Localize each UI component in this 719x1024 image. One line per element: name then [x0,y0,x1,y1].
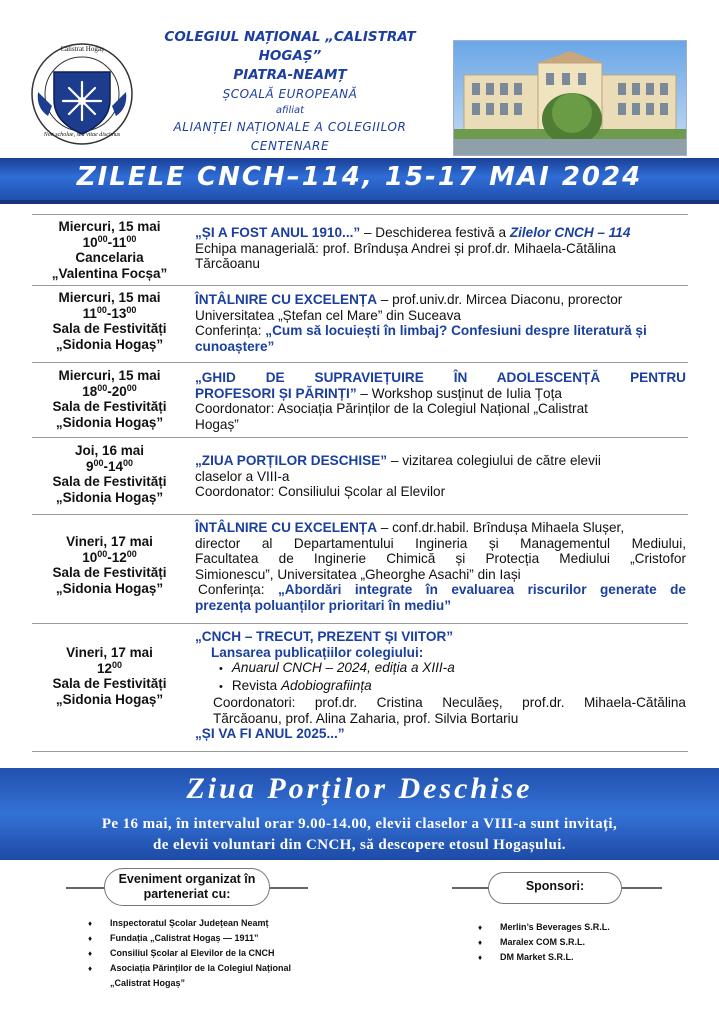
open-day-band [0,768,719,860]
schedule-time: $18^{00}-20^{00}$ [82,382,137,399]
schedule-details-2: ÎNTÂLNIRE CU EXCELENȚA – prof.univ.dr. Mircea Diaconu, prorector Universitatea „Ștefan cel Mare” din Suceava Conferința: „Cum să locuiești în limbaj? Confesiuni despre literatură și cunoaștere” [195,292,647,354]
sponsors-heading: Sponsori: [488,872,622,904]
schedule-when-4 [32,443,187,505]
schedule-details-5: ÎNTÂLNIRE CU EXCELENȚA – conf.dr.habil. Brîndușa Mihaela Slușer, director al Departamentului Ingineria și Managementul Mediului, Facultatea de Inginerie Chimică și Protecția Mediului „Cristofor Simionescu”, Universitatea „Gheorghe Asachi” din Iași Conferința: „Abordări integrate în evaluarea riscurilor generate de prezența poluanților prioritari în mediu” [195,520,686,613]
schedule-day: Miercuri, 15 mai [58,290,161,305]
partner-item-continued: „Calistrat Hogaș” [110,978,186,988]
school-name: COLEGIUL NAȚIONAL „CALISTRAT HOGAȘ” [164,29,416,64]
school-logo [30,42,134,146]
event-title: ÎNTÂLNIRE CU EXCELENȚA [195,520,378,535]
sponsor-item: ♦ DM Market S.R.L. [478,950,698,965]
schedule-when-2 [32,290,187,352]
schedule-place-name: „Sidonia Hogaș” [55,489,164,505]
sponsor-item: ♦ Maralex COM S.R.L. [478,935,698,950]
schedule-time: $9^{00}-14^{00}$ [85,457,134,474]
event-title: „ZIUA PORȚILOR DESCHISE” [195,453,388,468]
schedule-details-1: „ȘI A FOST ANUL 1910...” – Deschiderea festivă a Zilelor CNCH – 114 Echipa managerială: prof. Brîndușa Andrei și prof.dr. Mihaela-Cătălina Tărcăoanu [195,225,631,271]
closing-title: „ȘI VA FI ANUL 2025...” [195,726,345,741]
school-building-photo [453,40,687,156]
partners-list [88,916,378,991]
schedule-when-5 [32,534,187,596]
event-title: „ȘI A FOST ANUL 1910...” [195,225,361,240]
schedule-row-5 [32,516,688,624]
open-day-title: Ziua Porților Deschise [186,772,533,805]
schedule-details-6: „CNCH – TRECUT, PREZENT ȘI VIITOR” Lansarea publicațiilor colegiului: • Anuarul CNCH – 2024, ediția a XIII-a • Revista Adobiograființa Coordonatori: prof.dr. Cristina Neculăeș, prof.dr. Mihaela-Cătălina Tărcăoanu, prof. Alina Zaharia, prof. Silvia Bortariu „ȘI VA FI ANUL 2025...” [195,629,686,742]
schedule-place-name: „Valentina Focșa” [51,265,168,281]
schedule-place: Sala de Festivități [52,474,167,489]
schedule-when-3 [32,368,187,430]
schedule-place: Sala de Festivități [52,565,167,580]
schedule-place: Cancelaria [75,250,144,265]
event-banner [0,158,719,204]
partner-item: ♦ Asociația Părinților de la Colegiul Național [88,961,378,976]
schedule-row-1 [32,214,688,286]
schedule-row-2 [32,286,688,363]
partner-item: ♦ Fundația „Calistrat Hogaș — 1911” [88,931,378,946]
publication-item: Adobiograființa [280,677,372,693]
schedule-time: $10^{00}-11^{00}$ [82,233,137,250]
alliance-line-1: ALIANȚEI NAȚIONALE A COLEGIILOR [173,120,407,134]
publication-item: Anuarul CNCH – 2024, ediția a XIII-a [231,660,455,675]
partner-item: ♦ Consiliul Școlar al Elevilor de la CNCH [88,946,378,961]
partners-heading: Eveniment organizat în parteneriat cu: [104,868,270,906]
logo-top-text: Calistrat Hogaș [60,45,104,53]
event-title: ZILELE CNCH–114, 15-17 MAI 2024 [76,162,643,192]
sponsor-item: ♦ Merlin’s Beverages S.R.L. [478,920,698,935]
open-day-text: Pe 16 mai, în intervalul orar 9.00-14.00, elevii claselor a VIII-a sunt invitați, de elevii voluntari din CNCH, să descopere etosul Hogașului. [101,816,618,853]
schedule-details-3: „GHID DE SUPRAVIEȚUIRE ÎN ADOLESCENȚĂ PENTRU PROFESORI ȘI PĂRINȚI” – Workshop susținut de Iulia Țoța Coordonator: Asociația Părinților de la Colegiul Național „Calistrat Hogaș” [195,370,686,432]
school-city: PIATRA-NEAMȚ [233,67,347,83]
alliance-line-2: CENTENARE [250,139,330,153]
publications-heading: Lansarea publicațiilor colegiului: [211,644,424,660]
partner-item: ♦ Inspectoratul Școlar Județean Neamț [88,916,378,931]
schedule-row-3 [32,364,688,438]
event-title: „CNCH – TRECUT, PREZENT ȘI VIITOR” [195,629,454,644]
schedule-day: Miercuri, 15 mai [58,368,161,383]
schedule-place-name: „Sidonia Hogaș” [55,580,164,596]
schedule-row-6 [32,625,688,752]
schedule-place: Sala de Festivități [52,321,167,336]
schedule-place-name: „Sidonia Hogaș” [55,336,164,352]
schedule-place: Sala de Festivități [52,676,167,691]
schedule-day: Joi, 16 mai [74,443,145,458]
logo-bottom-text: Non scholae, sed vitae discimus [43,132,121,138]
schedule-place: Sala de Festivități [52,399,167,414]
schedule-details-4: „ZIUA PORȚILOR DESCHISE” – vizitarea colegiului de către elevii claselor a VIII-a Coordonator: Consiliului Școlar al Elevilor [195,453,601,499]
event-title: „GHID DE SUPRAVIEȚUIRE ÎN ADOLESCENȚĂ PENTRU [195,370,686,385]
schedule-row-4 [32,439,688,515]
schedule-day: Vineri, 17 mai [66,645,153,660]
school-header [150,28,430,156]
schedule-place-name: „Sidonia Hogaș” [55,414,164,430]
schedule-time: $12^{00}$ [96,659,123,676]
schedule-day: Miercuri, 15 mai [58,219,161,234]
event-title: ÎNTÂLNIRE CU EXCELENȚA [195,292,378,307]
schedule-when-6 [32,645,187,707]
schedule-day: Vineri, 17 mai [66,534,153,549]
sponsors-list [478,920,698,965]
schedule-when-1 [32,219,187,281]
affiliated-label: afiliat [275,105,305,116]
schedule-time: $10^{00}-12^{00}$ [82,548,137,565]
schedule-time: $11^{00}-13^{00}$ [82,304,137,321]
european-school-label: ȘCOALĂ EUROPEANĂ [222,87,358,101]
schedule-place-name: „Sidonia Hogaș” [55,691,164,707]
